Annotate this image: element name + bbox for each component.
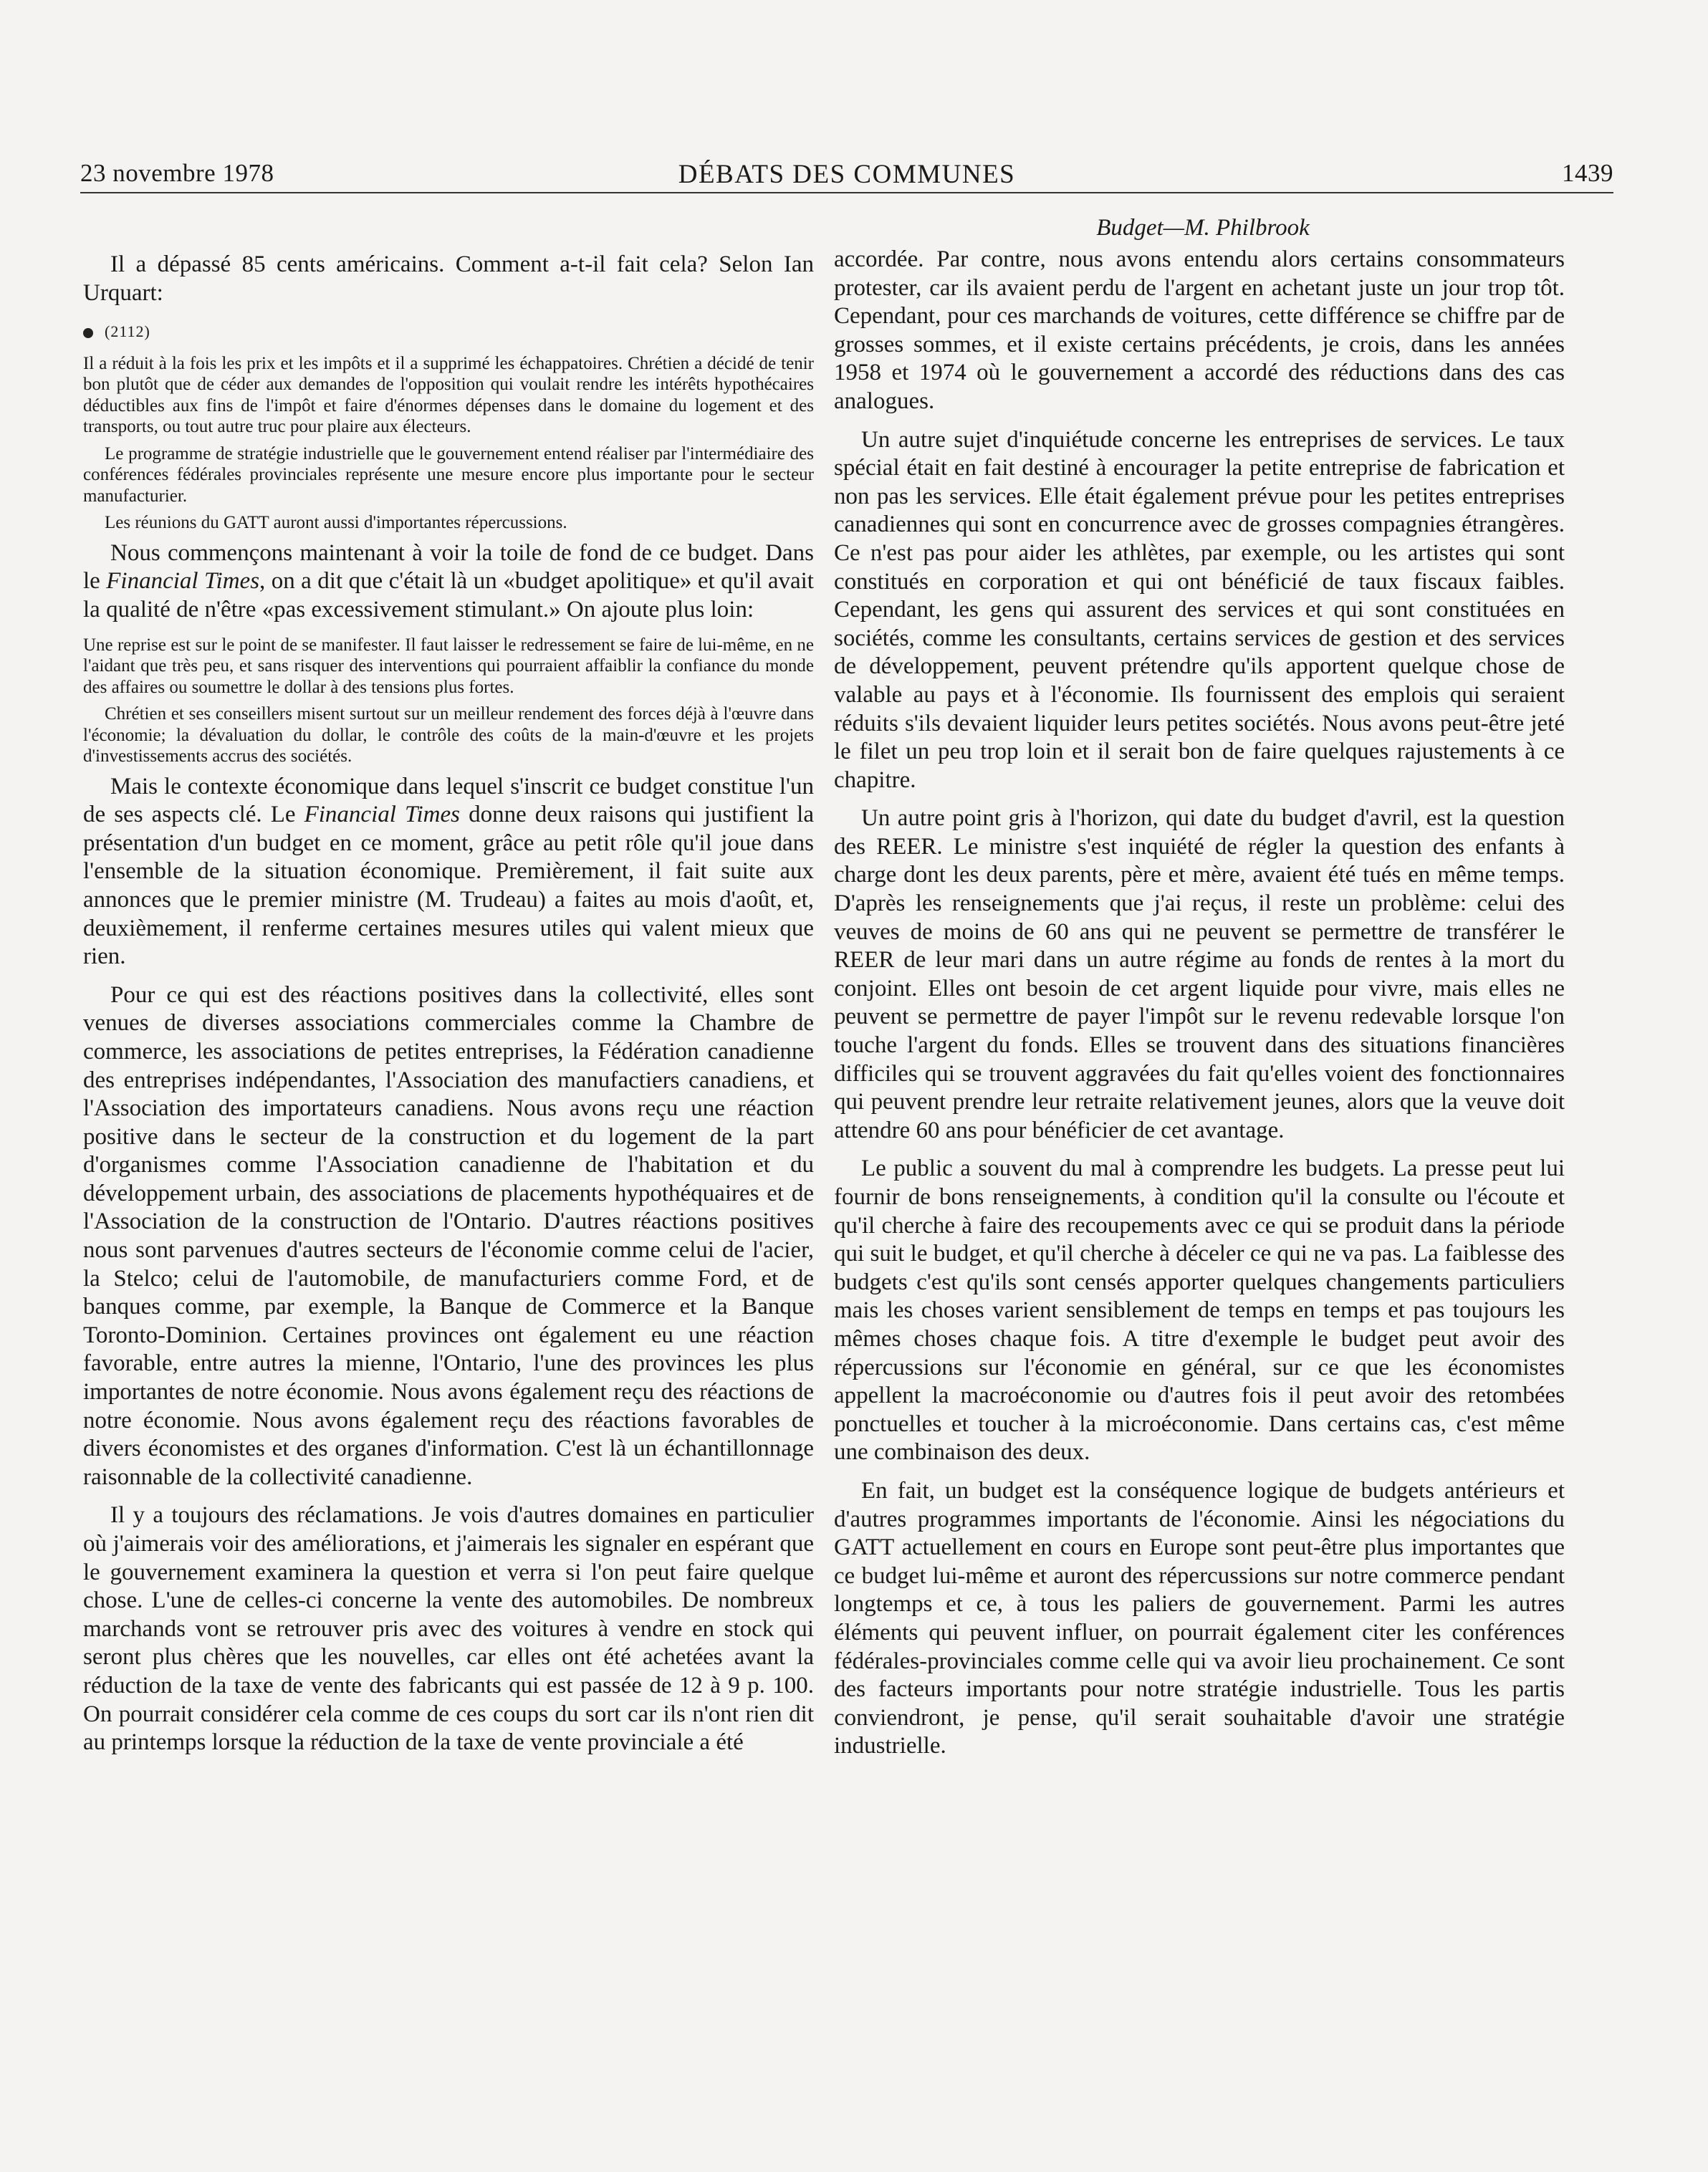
right-column [834, 246, 1565, 1771]
bullet-dot-icon [83, 328, 93, 338]
paragraph-text: Nous commençons maintenant à voir la toile de fond de ce budget. Dans le [83, 539, 814, 595]
header-page-number: 1439 [1562, 159, 1613, 187]
paragraph: Le public a souvent du mal à comprendre les budgets. La presse peut lui fournir de bons renseignements, à condition qu'il la consulte ou l'écoute et qu'il cherche à faire des recoupements avec ce qui se produit dans la période qui suit le budget, et qu'il cherche à déceler ce qui ne va pas. La faiblesse des budgets c'est qu'ils sont censés apporter quelques changements particuliers mais les choses varient sensiblement de temps en temps et pas toujours les mêmes choses chaque fois. A titre d'exemple le budget peut avoir des répercussions sur l'économie en général, sur ce que les économistes appellent la macroéconomie ou d'autres fois il peut avoir des retombées ponctuelles et toucher à la microéconomie. Dans certains cas, c'est même une combinaison des deux. [834, 1155, 1565, 1466]
paragraph: Un autre point gris à l'horizon, qui date du budget d'avril, est la question des REER. Le ministre s'est inquiété de régler la question des enfants à charge dont les deux parents, père et mère, avaient été tués en même temps. D'après les renseignements que j'ai reçus, il reste un problème: celui des veuves de moins de 60 ans qui ne peuvent se permettre de transférer le REER de leur mari dans un autre régime au fonds de rentes à la mort du conjoint. Elles ont besoin de cet argent liquide pour vivre, mais elles ne peuvent se permettre de payer l'impôt sur le revenu redevable lorsque l'on touche l'argent du fonds. Elles se trouvent dans des situations financières difficiles qui se trouvent aggravées du fait qu'elles voient des fonctionnaires qui peuvent prendre leur retraite relativement jeunes, alors que la veuve doit attendre 60 ans pour bénéficier de cet avantage. [834, 805, 1565, 1143]
left-column [83, 251, 814, 1767]
paragraph: Un autre sujet d'inquiétude concerne les entreprises de services. Le taux spécial était en fait destiné à encourager la petite entreprise de fabrication et non pas les services. Elle était également prévue pour les petites entreprises canadiennes qui sont en concurrence avec de grosses compagnies étrangères. Ce n'est pas pour aider les athlètes, par exemple, ou les artistes qui sont constitués en corporation et qui ont bénéficié de taux fiscaux faibles. Cependant, les gens qui assurent des services et qui sont constituées en sociétés, comme les consultants, certains services de gestion et des services de développement, peuvent prétendre qu'ils apportent quelque chose de valable au pays et à l'économie. Ils fournissent des emplois qui seraient réduits s'ils devaient liquider leurs petites sociétés. Nous avons peut-être jeté le filet un peu trop loin et il serait bon de faire quelques rajustements à ce chapitre. [834, 426, 1565, 793]
publication-title: Financial Times [304, 802, 461, 828]
paragraph: Il y a toujours des réclamations. Je vois d'autres domaines en particulier où j'aimerais voir des améliorations, et j'aimerais les signaler en espérant que le gouvernement examinera la question et verra si l'on peut faire quelque chose. L'une de celles-ci concerne la vente des automobiles. De nombreux marchands vont se retrouver pris avec des voitures à vendre en stock qui seront plus chères que les nouvelles, car elles ont été achetées avant la réduction de la taxe de vente des fabricants qui est passée de 12 à 9 p. 100. On pourrait considérer cela comme de ces coups du sort car ils n'ont rien dit au printemps lorsque la réduction de la taxe de vente provinciale a été [83, 1502, 814, 1756]
paragraph: En fait, un budget est la conséquence logique de budgets antérieurs et d'autres programmes importants de l'économie. Ainsi les négociations du GATT actuellement en cours en Europe sont peut-être plus importantes que ce budget lui-même et auront des répercussions sur notre commerce pendant longtemps et ce, à tous les paliers de gouvernement. Parmi les autres éléments qui peuvent influer, on pourrait également citer les conférences fédérales-provinciales comme celle qui va avoir lieu prochainement. Ce sont des facteurs importants pour notre stratégie industrielle. Tous les partis conviendront, je pense, qu'il serait souhaitable d'avoir une stratégie industrielle. [834, 1477, 1565, 1759]
block-quote: Il a réduit à la fois les prix et les impôts et il a supprimé les échappatoires. Chrétien a décidé de tenir bon plutôt que de céder aux demandes de l'opposition qui voulait rendre les intérêts hypothécaires déductibles aux fins de l'impôt et faire d'énormes dépenses dans le domaine du logement et des transports, ou tout autre truc pour plaire aux électeurs. [83, 353, 814, 437]
block-quote: Le programme de stratégie industrielle que le gouvernement entend réaliser par l'intermédiaire des conférences fédérales provinciales représente une mesure encore plus importante pour le secteur manufacturier. [83, 443, 814, 506]
header-journal-title: DÉBATS DES COMMUNES [678, 160, 1016, 189]
time-marker-label: (2112) [105, 322, 150, 341]
publication-title: Financial Times [106, 568, 260, 595]
time-marker [83, 317, 814, 346]
block-quote: Une reprise est sur le point de se manifester. Il faut laisser le redressement se faire de lui-même, en ne l'aidant que très peu, et sans risquer des interventions qui pourraient affaiblir la confiance du monde des affaires ou soumettre le dollar à des tensions plus fortes. [83, 635, 814, 697]
paragraph [83, 539, 814, 625]
paragraph [83, 773, 814, 971]
paragraph: Il a dépassé 85 cents américains. Comment a-t-il fait cela? Selon Ian Urquart: [83, 251, 814, 306]
paragraph-text: donne deux raisons qui justifient la présentation d'un budget en ce moment, grâce au petit rôle qu'il joue dans l'ensemble de la situation économique. Premièrement, il fait suite aux annonces que le premier ministre (M. Trudeau) a faites au mois d'août, et, deuxièmement, il renferme certaines mesures utiles qui valent mieux que rien. [83, 802, 814, 970]
header-date: 23 novembre 1978 [80, 159, 274, 187]
page-header [80, 159, 1613, 193]
running-head: Budget—M. Philbrook [1096, 215, 1310, 241]
paragraph: accordée. Par contre, nous avons entendu alors certains consommateurs protester, car ils avaient perdu de l'argent en achetant juste un jour trop tôt. Cependant, pour ces marchands de voitures, cette différence se chiffre par de grosses sommes, et il existe certains précédents, je crois, dans les années 1958 et 1974 où le gouvernement a accordé des réductions dans des cas analogues. [834, 246, 1565, 414]
paragraph-text: , on a dit que c'était là un «budget apolitique» et qu'il avait la qualité de n'être «pas excessivement stimulant.» On ajoute plus loin: [83, 568, 814, 623]
block-quote: Les réunions du GATT auront aussi d'importantes répercussions. [105, 513, 567, 533]
paragraph-text: Mais le contexte économique dans lequel s'inscrit ce budget constitue l'un de ses aspects clé. Le [83, 773, 814, 828]
block-quote: Chrétien et ses conseillers misent surtout sur un meilleur rendement des forces déjà à l'œuvre dans l'économie; la dévaluation du dollar, le contrôle des coûts de la main-d'œuvre et les projets d'investissements accrus des sociétés. [83, 704, 814, 767]
paragraph: Pour ce qui est des réactions positives dans la collectivité, elles sont venues de diverses associations commerciales comme la Chambre de commerce, les associations de petites entreprises, la Fédération canadienne des entreprises indépendantes, l'Association des manufactiers canadiens, et l'Association des importateurs canadiens. Nous avons reçu une réaction positive dans le secteur de la construction et du logement de la part d'organismes comme l'Association canadienne de l'habitation et du développement urbain, des associations de placements hypothéquaires et de l'Association de la construction de l'Ontario. D'autres réactions positives nous sont parvenues d'autres secteurs de l'économie comme celui de l'acier, la Stelco; celui de l'automobile, de manufacturiers comme Ford, et de banques comme, par exemple, la Banque de Commerce et la Banque Toronto-Dominion. Certaines provinces ont également eu une réaction favorable, entre autres la mienne, l'Ontario, l'une des provinces les plus importantes de notre économie. Nous avons également reçu des réactions de notre économie. Nous avons également reçu des réactions favorables de divers économistes et des organes d'information. C'est là un échantillonnage raisonnable de la collectivité canadienne. [83, 981, 814, 1490]
